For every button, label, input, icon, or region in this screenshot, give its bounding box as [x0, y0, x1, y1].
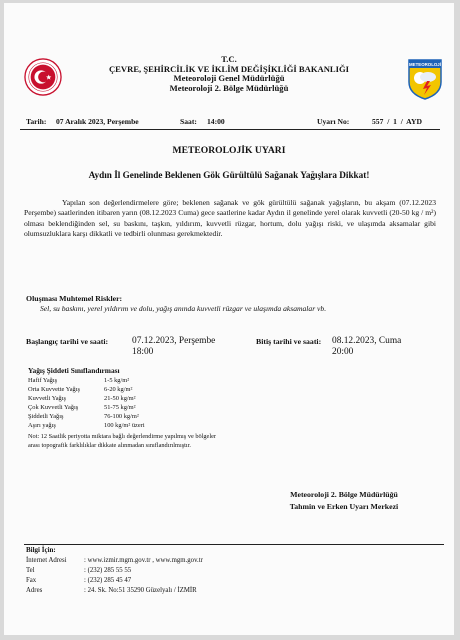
header-tc: T.C.	[221, 54, 237, 64]
warning-no-label: Uyarı No:	[317, 117, 350, 126]
document-page	[4, 3, 454, 635]
classification-title: Yağış Şiddeti Sınıflandırması	[28, 366, 120, 375]
footer-divider	[24, 544, 444, 545]
classification-name: Hafif Yağış	[28, 377, 58, 384]
classification-name: Aşırı yağış	[28, 422, 56, 429]
end-value	[332, 336, 401, 357]
classification-name: Çok Kuvvetli Yağış	[28, 404, 79, 411]
warning-subtitle: Aydın İl Genelinde Beklenen Gök Gürültülü Sağanak Yağışlara Dikkat!	[88, 170, 370, 180]
header-regional-directorate: Meteoroloji 2. Bölge Müdürlüğü	[169, 82, 289, 93]
classification-value: 100 kg/m² üzeri	[104, 422, 145, 429]
info-label: Adres	[26, 587, 43, 594]
info-value: : (232) 285 45 47	[84, 577, 132, 584]
info-label: Fax	[26, 577, 37, 584]
signature-center: Tahmin ve Erken Uyarı Merkezi	[289, 502, 399, 511]
time-value: 14:00	[207, 117, 225, 126]
header-divider	[20, 129, 440, 130]
signature-directorate: Meteoroloji 2. Bölge Müdürlüğü	[290, 490, 398, 499]
start-date: 07.12.2023, Perşembe	[132, 336, 216, 346]
start-time: 18:00	[132, 346, 154, 357]
risks-label: Oluşması Muhtemel Riskler:	[26, 294, 123, 303]
warning-title: METEOROLOJİK UYARI	[172, 145, 286, 156]
meteorology-logo	[407, 58, 443, 100]
risks-text: Sel, su baskını, yerel yıldırım ve dolu, yağış anında kuvvetli rüzgar ve ulaşımda aksamalar vb.	[40, 304, 327, 313]
warning-body: Yapılan son değerlendirmelere göre; beklenen sağanak ve gök gürültülü sağanak yağışların, bu akşam (07.12.2023 Perşembe) saatlerinden itibaren yarın (08.12.2023 Cuma) gece saatlerine kadar Aydın il genelinde yerel olarak kuvvetli (20-50 kg / m²) olması beklendiğinden sel, su baskını, taşkın, yıldırım, kuvvetli rüzgar, hortum, dolu yağışı riski, ve ulaşımda aksamalar gibi olumsuzluklara karşı dikkatli ve tedbirli olunması gerekmektedir.	[24, 198, 436, 239]
classification-name: Orta Kuvvette Yağış	[28, 386, 81, 393]
classification-name: Kuvvetli Yağış	[28, 395, 66, 402]
classification-note: Not: 12 Saatlik periyotta miktara bağlı değerlendirme yapılmış ve bölgeler arası topografik farklılıklar dikkate alınmadan sınıflandırılmıştır.	[28, 433, 216, 449]
time-label: Saat:	[180, 117, 197, 126]
info-value: : www.izmir.mgm.gov.tr , www.mgm.gov.tr	[84, 557, 203, 564]
date-label: Tarih:	[26, 117, 47, 126]
warning-no-value: 557 / 1 / AYD	[372, 117, 422, 126]
info-label: Tel	[26, 567, 35, 574]
end-date: 08.12.2023, Cuma	[332, 336, 402, 346]
end-label: Bitiş tarihi ve saati:	[256, 337, 322, 346]
info-value: : 24. Sk. No:51 35290 Güzelyalı / İZMİR	[84, 587, 197, 594]
info-label: İnternet Adresi	[26, 557, 67, 564]
date-value: 07 Aralık 2023, Perşembe	[56, 117, 139, 126]
classification-value: 76-100 kg/m²	[104, 413, 139, 420]
info-value: : (232) 285 55 55	[84, 567, 132, 574]
end-time: 20:00	[332, 346, 354, 357]
meteorology-logo-text: METEOROLOJİ	[409, 62, 441, 68]
info-title: Bilgi İçin:	[26, 546, 56, 554]
start-label: Başlangıç tarihi ve saati:	[26, 337, 109, 346]
header-ministry: ÇEVRE, ŞEHİRCİLİK VE İKLİM DEĞİŞİKLİĞİ BAKANLIĞI	[108, 63, 350, 74]
header-general-directorate: Meteoroloji Genel Müdürlüğü	[173, 73, 285, 84]
classification-value: 51-75 kg/m²	[104, 404, 136, 411]
classification-value: 1-5 kg/m²	[104, 377, 130, 384]
classification-name: Şiddetli Yağış	[28, 413, 64, 420]
header-block	[4, 55, 454, 93]
classification-value: 6-20 kg/m²	[104, 386, 133, 393]
start-value	[132, 336, 215, 357]
classification-value: 21-50 kg/m²	[104, 395, 136, 402]
